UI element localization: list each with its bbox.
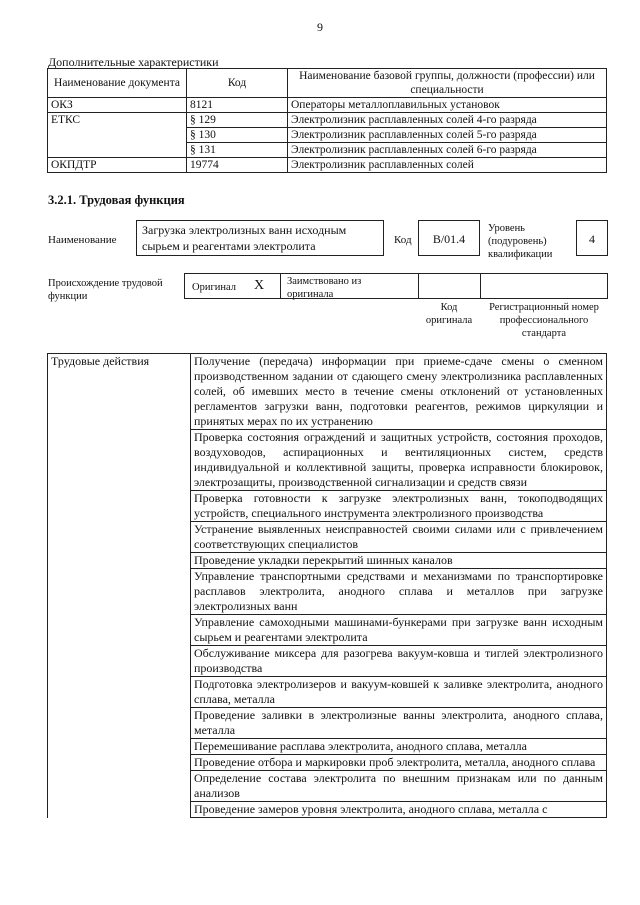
cell-name: Электролизник расплавленных солей xyxy=(288,158,607,173)
level-value: 4 xyxy=(576,220,608,256)
labor-action-item: Получение (передача) информации при приеме-сдаче смены о сменном производственном задании от сдающего смену электролизника расплавленных солей, об имевших место в течение смены отклонений от установленных регламентов загрузки ванн, подготовки реагентов, режимов циркуляции и принятых мерах по их устранению xyxy=(191,354,607,430)
header-code: Код xyxy=(187,69,288,98)
header-name: Наименование базовой группы, должности (профессии) или специальности xyxy=(288,69,607,98)
origin-divider xyxy=(418,273,419,299)
cell-doc: ОКПДТР xyxy=(48,158,187,173)
section-title: 3.2.1. Трудовая функция xyxy=(48,193,185,207)
code-label: Код xyxy=(394,234,412,246)
registration-caption: Регистрационный номер профессионального стандарта xyxy=(489,302,599,339)
labor-action-item: Подготовка электролизеров и вакуум-ковшей к заливке электролита, анодного сплава, металла xyxy=(191,677,607,708)
table-row xyxy=(48,128,607,143)
function-name-value: Загрузка электролизных ванн исходным сырьем и реагентами электролита xyxy=(136,220,384,256)
name-label: Наименование xyxy=(48,234,117,246)
origin-divider xyxy=(480,273,481,299)
table-row xyxy=(48,143,607,158)
labor-action-item: Определение состава электролита по внешним признакам или по данным анализов xyxy=(191,771,607,802)
cell-code: § 130 xyxy=(187,128,288,143)
labor-actions-label: Трудовые действия xyxy=(48,354,191,818)
origin-label: Происхождение трудовой функции xyxy=(48,278,163,302)
labor-action-item: Проведение замеров уровня электролита, анодного сплава, металла с xyxy=(191,802,607,818)
cell-doc: ОКЗ xyxy=(48,98,187,113)
labor-action-item: Управление самоходными машинами-бункерами при загрузке ванн исходным сырьем и реагентами электролита xyxy=(191,615,607,646)
labor-action-item: Проверка состояния ограждений и защитных устройств, состояния проходов, воздуховодов, аспирационных и вентиляционных систем, средств индивидуальной и коллективной защиты, проверка исправности блокировок, электрозащиты, производственной сигнализации и средств связи xyxy=(191,430,607,491)
table-row xyxy=(48,113,607,128)
cell-code: § 129 xyxy=(187,113,288,128)
cell-name: Электролизник расплавленных солей 4-го разряда xyxy=(288,113,607,128)
original-label: Оригинал xyxy=(192,282,236,293)
table-row xyxy=(48,158,607,173)
cell-doc: ЕТКС xyxy=(48,113,187,128)
labor-action-item: Обслуживание миксера для разогрева вакуум-ковша и тиглей электролизного производства xyxy=(191,646,607,677)
cell-code: 8121 xyxy=(187,98,288,113)
cell-doc xyxy=(48,128,187,143)
function-code-value: B/01.4 xyxy=(418,220,480,256)
labor-action-item: Проведение заливки в электролизные ванны электролита, анодного сплава, металла xyxy=(191,708,607,739)
labor-action-item: Проверка готовности к загрузке электролизных ванн, токоподводящих устройств, специального инструмента электролизного производства xyxy=(191,491,607,522)
level-label: Уровень (подуровень) квалификации xyxy=(488,223,553,260)
additional-characteristics-table xyxy=(47,68,607,173)
cell-name: Электролизник расплавленных солей 5-го разряда xyxy=(288,128,607,143)
table-row xyxy=(48,354,607,430)
table-header-row xyxy=(48,69,607,98)
labor-action-item: Управление транспортными средствами и механизмами по транспортировке расплавов электролита, анодного сплава и металлов при загрузке электролизных ванн xyxy=(191,569,607,615)
page-number: 9 xyxy=(317,20,323,34)
original-mark: X xyxy=(254,278,265,293)
labor-action-item: Перемешивание расплава электролита, анодного сплава, металла xyxy=(191,739,607,755)
header-document: Наименование документа xyxy=(48,69,187,98)
cell-code: § 131 xyxy=(187,143,288,158)
additional-characteristics-title: Дополнительные характеристики xyxy=(48,55,219,69)
table-row xyxy=(48,98,607,113)
cell-name: Операторы металлоплавильных установок xyxy=(288,98,607,113)
cell-doc xyxy=(48,143,187,158)
labor-action-item: Проведение укладки перекрытий шинных каналов xyxy=(191,553,607,569)
cell-code: 19774 xyxy=(187,158,288,173)
labor-action-item: Проведение отбора и маркировки проб электролита, металла, анодного сплава xyxy=(191,755,607,771)
cell-name: Электролизник расплавленных солей 6-го разряда xyxy=(288,143,607,158)
code-caption: Код оригинала xyxy=(425,302,473,326)
labor-actions-table xyxy=(47,353,607,818)
borrowed-label: Заимствовано из оригинала xyxy=(287,276,362,300)
labor-action-item: Устранение выявленных неисправностей своими силами или с привлечением соответствующих специалистов xyxy=(191,522,607,553)
origin-divider xyxy=(280,273,281,299)
